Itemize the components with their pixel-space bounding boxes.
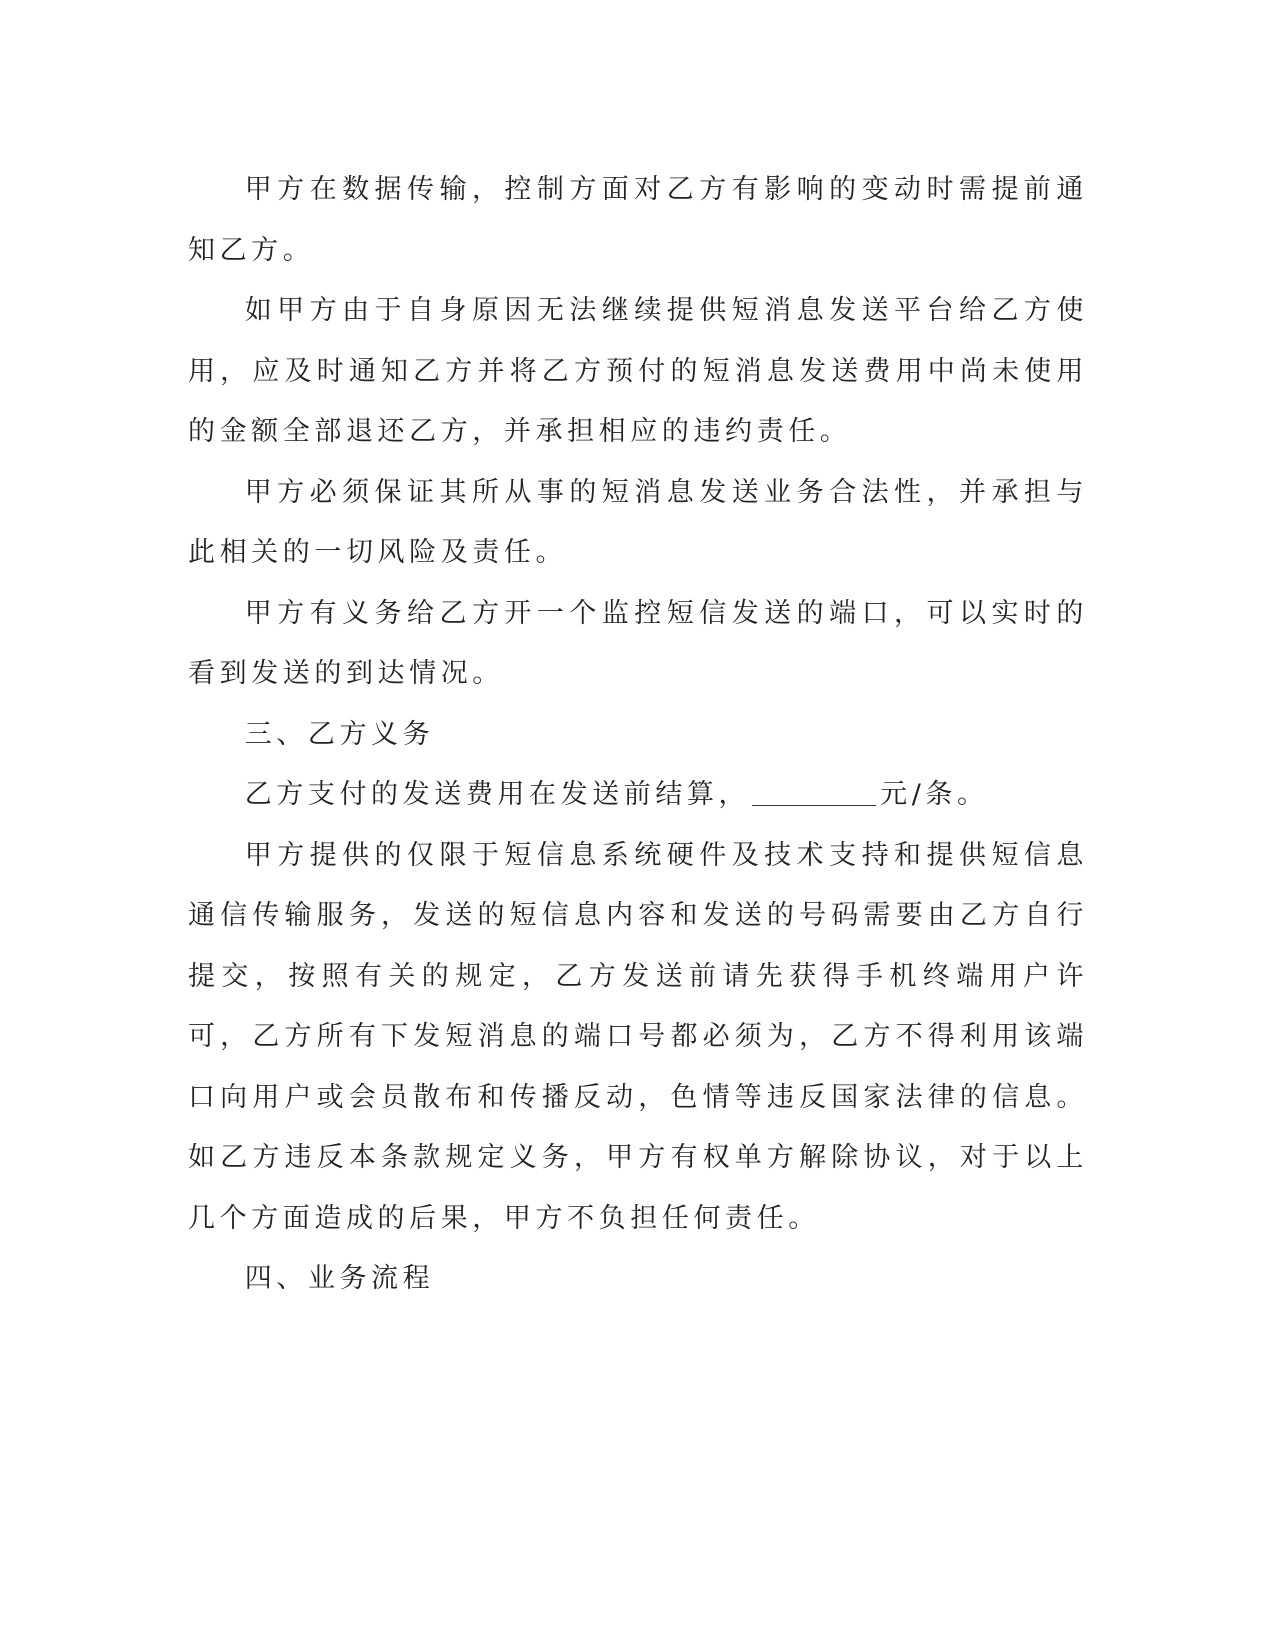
paragraph-service-scope: 甲方提供的仅限于短信息系统硬件及技术支持和提供短信息通信传输服务，发送的短信息内容和发送的号码需要由乙方自行提交，按照有关的规定，乙方发送前请先获得手机终端用户许可，乙方所有下发短消息的端口号都必须为，乙方不得利用该端口向用户或会员散布和传播反动，色情等违反国家法律的信息。如乙方违反本条款规定义务，甲方有权单方解除协议，对于以上几个方面造成的后果，甲方不负担任何责任。 [188, 839, 1088, 1234]
paragraph-refund: 如甲方由于自身原因无法继续提供短消息发送平台给乙方使用，应及时通知乙方并将乙方预付的短消息发送费用中尚未使用的金额全部退还乙方，并承担相应的违约责任。 [188, 295, 1088, 447]
fee-clause-unit: 元/条。 [880, 779, 989, 810]
document-body [188, 160, 1088, 1310]
paragraph-legality: 甲方必须保证其所从事的短消息发送业务合法性，并承担与此相关的一切风险及责任。 [188, 476, 1088, 568]
paragraph-fee-clause [188, 765, 1088, 826]
fee-blank-line [752, 778, 876, 806]
fee-clause-text: 乙方支付的发送费用在发送前结算， [244, 779, 751, 810]
section-heading-party-b-obligations: 三、乙方义务 [244, 718, 435, 750]
paragraph-notice-change: 甲方在数据传输，控制方面对乙方有影响的变动时需提前通知乙方。 [188, 174, 1088, 266]
paragraph-monitor-port: 甲方有义务给乙方开一个监控短信发送的端口，可以实时的看到发送的到达情况。 [188, 597, 1088, 689]
section-heading-business-process: 四、业务流程 [244, 1263, 435, 1294]
